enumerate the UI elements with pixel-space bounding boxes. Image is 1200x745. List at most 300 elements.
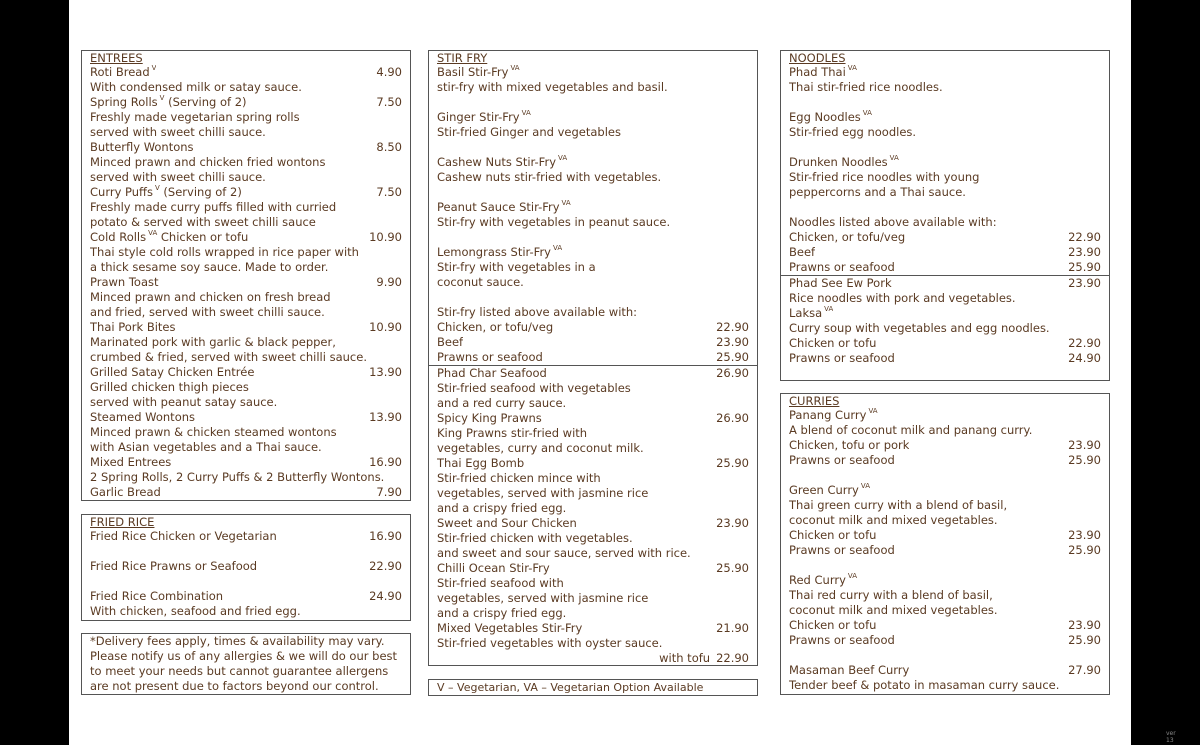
menu-text-row: [90, 155, 402, 170]
item-name: Fried Rice Prawns or Seafood: [90, 559, 258, 573]
item-price: 25.90: [716, 561, 749, 575]
menu-item-row: [437, 516, 749, 531]
item-price: 24.90: [1068, 351, 1101, 365]
item-text: [90, 215, 316, 230]
item-text: [437, 471, 601, 486]
item-price: 22.90: [1068, 230, 1101, 244]
menu-text-row: [437, 335, 749, 350]
dietary-mark: VA: [558, 155, 568, 162]
item-description: Thai green curry with a blend of basil,: [789, 498, 1008, 512]
menu-text-row: [90, 170, 402, 185]
menu-text-row: [789, 185, 1101, 200]
menu-text-row: [90, 260, 402, 275]
item-price: 7.50: [376, 95, 402, 109]
price-option-label: with tofu: [659, 651, 711, 665]
item-note: Chicken or tofu: [157, 230, 249, 244]
item-text: [437, 411, 542, 426]
spacer: [437, 140, 749, 155]
dietary-mark: VA: [860, 483, 870, 490]
item-name: Phad See Ew Pork: [789, 276, 892, 290]
menu-text-row: [90, 634, 402, 649]
item-description: Beef: [789, 245, 816, 259]
item-text: [90, 65, 156, 80]
item-description: Chicken or tofu: [789, 336, 877, 350]
item-price: 25.90: [1068, 633, 1101, 647]
item-text: [90, 275, 159, 290]
item-text: [789, 633, 895, 648]
menu-text-row: [90, 125, 402, 140]
item-price: 25.90: [1068, 543, 1101, 557]
item-text: [789, 351, 895, 366]
item-description: Thai style cold rolls wrapped in rice paper with: [90, 245, 359, 259]
item-text: [437, 260, 596, 275]
item-text: [437, 561, 550, 576]
spacer: [437, 230, 749, 245]
menu-item-row: [437, 245, 749, 260]
item-description: Tender beef & potato in masaman curry sauce.: [789, 678, 1060, 692]
menu-item-row: [437, 200, 749, 215]
item-price: 13.90: [369, 410, 402, 424]
menu-text-row: [789, 453, 1101, 468]
item-text: [789, 321, 1050, 336]
item-description: peppercorns and a Thai sauce.: [789, 185, 966, 199]
item-price: 23.90: [1068, 528, 1101, 542]
menu-item-row: [789, 65, 1101, 80]
item-text: [789, 513, 998, 528]
item-price: 26.90: [716, 411, 749, 425]
item-name: Mixed Entrees: [90, 455, 172, 469]
item-text: [789, 291, 1016, 306]
menu-text-row: [789, 633, 1101, 648]
menu-text-row: [437, 636, 749, 651]
dietary-mark: VA: [824, 306, 834, 313]
curries-heading: CURRIES: [789, 394, 840, 408]
item-description: Chicken or tofu: [789, 618, 877, 632]
item-text: [789, 618, 876, 633]
item-text: [437, 591, 648, 606]
menu-text-row: [437, 576, 749, 591]
version-label: ver 13: [1166, 730, 1176, 744]
item-description: With chicken, seafood and fried egg.: [90, 604, 301, 618]
item-text: [789, 483, 870, 498]
fried-rice-section: [81, 514, 411, 621]
item-description: Stir-fried rice noodles with young: [789, 170, 980, 184]
menu-text-row: [437, 125, 749, 140]
menu-item-row: [437, 621, 749, 636]
item-text: [90, 485, 161, 500]
item-text: [437, 426, 587, 441]
item-price: 13.90: [369, 365, 402, 379]
item-price: 7.90: [376, 485, 402, 499]
item-description: Thai red curry with a blend of basil,: [789, 588, 993, 602]
item-text: [90, 425, 337, 440]
item-name: Mixed Vegetables Stir-Fry: [437, 621, 583, 635]
menu-text-row: [90, 395, 402, 410]
item-text: [90, 80, 302, 95]
item-text: [90, 470, 384, 485]
menu-text-row: [789, 513, 1101, 528]
menu-text-row: [437, 215, 749, 230]
spacer: [90, 544, 402, 559]
item-text: [789, 543, 895, 558]
spacer: [789, 140, 1101, 155]
item-text: [90, 664, 388, 679]
item-text: [437, 366, 547, 381]
item-text: [90, 95, 247, 110]
spacer: [789, 648, 1101, 663]
item-description: Prawns or seafood: [789, 633, 895, 647]
menu-text-row: [90, 110, 402, 125]
item-name: Cashew Nuts Stir-Fry: [437, 155, 556, 169]
spacer: [437, 290, 749, 305]
dietary-mark: VA: [510, 65, 520, 72]
item-name: Fried Rice Chicken or Vegetarian: [90, 529, 277, 543]
item-price: 4.90: [376, 65, 402, 79]
item-price: 10.90: [369, 320, 402, 334]
item-name: Red Curry: [789, 573, 846, 587]
item-price: 22.90: [716, 320, 749, 334]
item-text: [437, 606, 566, 621]
item-description: Prawns or seafood: [437, 350, 543, 364]
item-text: [90, 604, 301, 619]
item-text: [437, 80, 668, 95]
spacer: [789, 200, 1101, 215]
item-description: Stir-fried chicken with vegetables.: [437, 531, 633, 545]
item-text: [789, 408, 878, 423]
menu-item-row: [90, 559, 402, 574]
item-name: Curry Puffs: [90, 185, 153, 199]
menu-text-row: [437, 350, 749, 365]
menu-text-row: [789, 245, 1101, 260]
item-text: [90, 350, 367, 365]
menu-text-row: [437, 80, 749, 95]
menu-text-row: [789, 170, 1101, 185]
item-text: [789, 215, 997, 230]
item-description: and a red curry sauce.: [437, 396, 567, 410]
menu-text-row: [90, 215, 402, 230]
menu-item-row: [90, 455, 402, 470]
item-description: are not present due to factors beyond our control.: [90, 679, 379, 693]
item-price: 22.90: [716, 651, 749, 665]
dietary-mark: VA: [862, 110, 872, 117]
spacer: [789, 558, 1101, 573]
item-description: Marinated pork with garlic & black pepper,: [90, 335, 336, 349]
item-text: [90, 185, 242, 200]
menu-text-row: [90, 649, 402, 664]
menu-text-row: [90, 80, 402, 95]
menu-item-row: [90, 589, 402, 604]
menu-text-row: [789, 498, 1101, 513]
item-name: Sweet and Sour Chicken: [437, 516, 577, 530]
menu-text-row: [90, 470, 402, 485]
legend-text: V – Vegetarian, VA – Vegetarian Option Available: [437, 681, 704, 694]
item-description: stir-fry with mixed vegetables and basil.: [437, 80, 668, 94]
item-text: [437, 350, 543, 365]
menu-item-row: [789, 663, 1101, 678]
item-text: [437, 65, 520, 80]
item-description: Chicken, or tofu/veg: [437, 320, 554, 334]
item-text: [789, 438, 909, 453]
item-description: Stir-fry with vegetables in peanut sauce.: [437, 215, 671, 229]
menu-text-row: [789, 528, 1101, 543]
item-description: Grilled chicken thigh pieces: [90, 380, 249, 394]
item-description: and sweet and sour sauce, served with rice.: [437, 546, 691, 560]
item-price: 25.90: [1068, 453, 1101, 467]
item-text: [437, 501, 566, 516]
menu-item-row: [90, 65, 402, 80]
menu-text-row: [437, 426, 749, 441]
menu-item-row: [789, 276, 1101, 291]
menu-text-row: [789, 618, 1101, 633]
menu-text-row: [90, 200, 402, 215]
item-price: 23.90: [1068, 245, 1101, 259]
dietary-mark: VA: [561, 200, 571, 207]
menu-item-row: [789, 155, 1101, 170]
item-name: Lemongrass Stir-Fry: [437, 245, 551, 259]
item-name: Thai Egg Bomb: [437, 456, 525, 470]
item-text: [90, 410, 195, 425]
item-text: [90, 110, 300, 125]
spacer: [789, 95, 1101, 110]
menu-item-row: [90, 140, 402, 155]
menu-text-row: [789, 603, 1101, 618]
item-text: [789, 245, 815, 260]
item-price: 23.90: [1068, 438, 1101, 452]
item-text: [437, 456, 524, 471]
item-text: [90, 559, 257, 574]
item-name: Phad Thai: [789, 65, 846, 79]
item-text: [789, 573, 857, 588]
menu-item-row: [90, 95, 402, 110]
item-name: Thai Pork Bites: [90, 320, 176, 334]
menu-text-row: [437, 501, 749, 516]
menu-item-row: [90, 275, 402, 290]
item-name: Basil Stir-Fry: [437, 65, 509, 79]
menu-text-row: [789, 260, 1101, 275]
item-text: [789, 185, 966, 200]
delivery-note: [81, 633, 411, 695]
item-description: *Delivery fees apply, times & availability may vary.: [90, 634, 385, 648]
item-description: served with sweet chilli sauce.: [90, 125, 266, 139]
item-name: Fried Rice Combination: [90, 589, 224, 603]
item-name: Spring Rolls: [90, 95, 158, 109]
menu-item-row: [789, 573, 1101, 588]
item-text: [789, 110, 872, 125]
menu-text-row: [90, 679, 402, 694]
item-name: Spicy King Prawns: [437, 411, 542, 425]
item-price: 22.90: [369, 559, 402, 573]
menu-text-row: [90, 305, 402, 320]
item-price: 26.90: [716, 366, 749, 380]
item-price: 23.90: [1068, 618, 1101, 632]
item-name: Masaman Beef Curry: [789, 663, 910, 677]
item-name: Drunken Noodles: [789, 155, 888, 169]
item-text: [90, 335, 336, 350]
menu-text-row: [437, 170, 749, 185]
menu-text-row: [437, 320, 749, 335]
item-text: [90, 649, 397, 664]
menu-text-row: [437, 396, 749, 411]
item-description: Minced prawn & chicken steamed wontons: [90, 425, 337, 439]
item-text: [437, 125, 621, 140]
menu-text-row: [437, 260, 749, 275]
item-text: [90, 634, 385, 649]
item-price: 22.90: [1068, 336, 1101, 350]
item-text: [90, 140, 194, 155]
item-name: Panang Curry: [789, 408, 867, 422]
dietary-mark: VA: [148, 230, 158, 237]
item-name: Chilli Ocean Stir-Fry: [437, 561, 550, 575]
legend-box: [428, 679, 758, 696]
item-description: Prawns or seafood: [789, 351, 895, 365]
item-text: [437, 275, 524, 290]
curries-section: [780, 393, 1110, 695]
item-price: 7.50: [376, 185, 402, 199]
item-description: Cashew nuts stir-fried with vegetables.: [437, 170, 662, 184]
item-description: and a crispy fried egg.: [437, 606, 567, 620]
item-note: (Serving of 2): [159, 185, 242, 199]
item-text: [789, 306, 833, 321]
item-name: Laksa: [789, 306, 823, 320]
item-price: 27.90: [1068, 663, 1101, 677]
menu-text-row: [789, 423, 1101, 438]
entrees-heading: ENTREES: [90, 51, 143, 65]
menu-text-row: [90, 425, 402, 440]
menu-item-row: [90, 529, 402, 544]
item-description: Curry soup with vegetables and egg noodles.: [789, 321, 1050, 335]
item-text: [789, 678, 1059, 693]
menu-item-row: [437, 155, 749, 170]
item-text: [90, 230, 248, 245]
menu-text-row: [90, 350, 402, 365]
dietary-mark: VA: [889, 155, 899, 162]
item-text: [90, 440, 322, 455]
item-text: [437, 245, 562, 260]
menu-text-row: [437, 441, 749, 456]
menu-text-row: [437, 651, 749, 666]
menu-item-row: [789, 483, 1101, 498]
menu-text-row: [789, 291, 1101, 306]
item-description: Stir-fry with vegetables in a: [437, 260, 596, 274]
item-description: Chicken or tofu: [789, 528, 877, 542]
item-name: Prawn Toast: [90, 275, 159, 289]
item-price: 9.90: [376, 275, 402, 289]
item-description: vegetables, curry and coconut milk.: [437, 441, 644, 455]
item-text: [90, 320, 175, 335]
item-text: [90, 395, 277, 410]
item-text: [437, 636, 662, 651]
item-name: Green Curry: [789, 483, 859, 497]
item-price: 25.90: [1068, 260, 1101, 274]
menu-text-row: [789, 438, 1101, 453]
item-text: [789, 276, 892, 291]
item-description: coconut milk and mixed vegetables.: [789, 513, 998, 527]
menu-text-row: [789, 351, 1101, 366]
menu-item-row: [437, 561, 749, 576]
menu-item-row: [789, 408, 1101, 423]
dietary-mark: V: [151, 65, 157, 72]
menu-item-row: [90, 320, 402, 335]
item-name: Roti Bread: [90, 65, 150, 79]
item-text: [437, 305, 637, 320]
item-text: [789, 528, 876, 543]
item-name: Butterfly Wontons: [90, 140, 194, 154]
menu-text-row: [789, 678, 1101, 693]
item-text: [90, 455, 171, 470]
item-description: Minced prawn and chicken on fresh bread: [90, 290, 331, 304]
item-text: [437, 516, 577, 531]
item-name: Steamed Wontons: [90, 410, 196, 424]
menu-item-row: [789, 110, 1101, 125]
menu-item-row: [437, 110, 749, 125]
item-description: Stir-fried seafood with vegetables: [437, 381, 631, 395]
menu-text-row: [789, 80, 1101, 95]
item-description: crumbed & fried, served with sweet chilli sauce.: [90, 350, 367, 364]
dietary-mark: VA: [847, 65, 857, 72]
item-text: [90, 365, 254, 380]
item-text: [437, 381, 631, 396]
item-text: [789, 65, 857, 80]
item-description: King Prawns stir-fried with: [437, 426, 588, 440]
menu-item-row: [437, 411, 749, 426]
item-text: [437, 396, 566, 411]
item-text: [789, 588, 993, 603]
item-description: Stir-fried seafood with: [437, 576, 564, 590]
menu-text-row: [437, 471, 749, 486]
item-text: [90, 155, 325, 170]
item-text: [437, 170, 661, 185]
item-text: [437, 441, 644, 456]
item-text: [789, 80, 943, 95]
item-description: Stir-fried egg noodles.: [789, 125, 917, 139]
item-price: 8.50: [376, 140, 402, 154]
item-text: [90, 245, 359, 260]
menu-page: [69, 0, 1176, 745]
menu-text-row: [789, 543, 1101, 558]
item-price: 21.90: [716, 621, 749, 635]
item-text: [437, 155, 567, 170]
menu-text-row: [90, 335, 402, 350]
item-description: coconut sauce.: [437, 275, 524, 289]
item-text: [659, 651, 716, 666]
menu-text-row: [90, 440, 402, 455]
item-description: Minced prawn and chicken fried wontons: [90, 155, 326, 169]
item-text: [789, 260, 895, 275]
item-text: [437, 200, 571, 215]
item-description: Stir-fry listed above available with:: [437, 305, 638, 319]
item-description: Please notify us of any allergies & we will do our best: [90, 649, 398, 663]
menu-text-row: [437, 275, 749, 290]
noodles-heading: NOODLES: [789, 51, 846, 65]
item-text: [90, 305, 325, 320]
spacer: [437, 185, 749, 200]
menu-text-row: [90, 380, 402, 395]
item-description: potato & served with sweet chilli sauce: [90, 215, 316, 229]
item-text: [789, 155, 899, 170]
item-text: [437, 531, 633, 546]
item-description: vegetables, served with jasmine rice: [437, 486, 649, 500]
menu-item-row: [789, 306, 1101, 321]
item-text: [437, 320, 553, 335]
item-description: to meet your needs but cannot guarantee allergens: [90, 664, 389, 678]
item-name: Peanut Sauce Stir-Fry: [437, 200, 560, 214]
item-price: 23.90: [716, 516, 749, 530]
stir-fry-heading: STIR FRY: [437, 51, 488, 65]
menu-item-row: [90, 185, 402, 200]
dietary-mark: V: [159, 95, 165, 102]
item-text: [437, 110, 531, 125]
item-name: Grilled Satay Chicken Entrée: [90, 365, 255, 379]
